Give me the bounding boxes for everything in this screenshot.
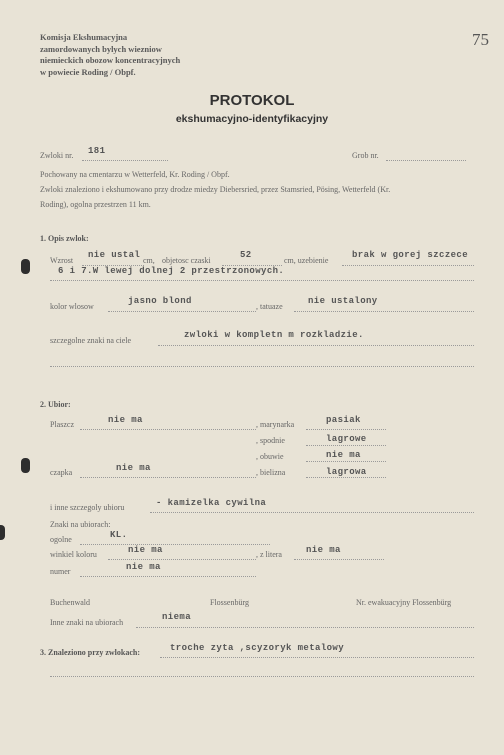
punch-hole (21, 259, 30, 274)
znaki-cont-line (50, 366, 474, 367)
czapka-label: czapka (50, 468, 73, 477)
znaki-value: zwloki w kompletn m rozkladzie. (184, 330, 364, 340)
spodnie-line (306, 445, 386, 446)
section-ubior-heading: 2. Ubior: (40, 400, 71, 409)
znaleziono-line (160, 657, 474, 658)
marynarka-line (306, 429, 386, 430)
inne-szczegoly-value: - kamizelka cywilna (156, 498, 267, 508)
wzrost-value: nie ustal (88, 250, 141, 260)
header-line: w powiecie Roding / Obpf. (40, 66, 136, 77)
uzebienie-label: cm, uzebienie (284, 256, 329, 265)
uzebienie-cont-line (50, 280, 474, 281)
litera-line (294, 559, 384, 560)
czaszka-value: 52 (240, 250, 252, 260)
znaki-ubiorach-label: Znaki na ubiorach: (50, 520, 111, 529)
znaleziono-cont-line (50, 676, 474, 677)
numer-label: numer (50, 567, 71, 576)
exhumation-route-text-cont: Roding), ogolna przestrzen 11 km. (40, 200, 151, 209)
winkiel-value: nie ma (128, 545, 163, 555)
litera-value: nie ma (306, 545, 341, 555)
marynarka-value: pasiak (326, 415, 361, 425)
bielizna-value: lagrowa (326, 467, 367, 477)
tatuaze-label: , tatuaze (256, 302, 283, 311)
tatuaze-value: nie ustalony (308, 296, 378, 306)
camp-evacuation-number: Nr. ewakuacyjny Flossenbürg (356, 598, 452, 607)
tatuaze-line (294, 311, 474, 312)
zwloki-label: Zwloki nr. (40, 151, 74, 160)
inne-znaki-line (136, 627, 474, 628)
document-title: PROTOKOL (209, 92, 295, 109)
grob-line (386, 160, 466, 161)
znaki-label: szczegolne znaki na ciele (50, 336, 132, 345)
obuwie-value: nie ma (326, 450, 361, 460)
kolor-value: jasno blond (128, 296, 192, 306)
znaleziono-value: troche zyta ,scyzoryk metalowy (170, 643, 345, 653)
page-number: 75 (472, 30, 489, 49)
plaszcz-line (80, 429, 256, 430)
czapka-line (80, 477, 256, 478)
uzebienie-value-cont: 6 i 7.W lewej dolnej 2 przestrzonowych. (58, 266, 285, 276)
bielizna-label: , bielizna (256, 468, 286, 477)
czaszka-label: objetosc czaski (162, 256, 211, 265)
grob-label: Grob nr. (352, 151, 379, 160)
header-line: zamordowanych bylych wiezniow (40, 43, 162, 54)
bielizna-line (306, 477, 386, 478)
winkiel-label: winkiel koloru (50, 550, 97, 559)
numer-value: nie ma (126, 562, 161, 572)
commission-header (40, 32, 180, 78)
inne-szczegoly-line (150, 512, 474, 513)
numer-line (80, 576, 256, 577)
obuwie-line (306, 461, 386, 462)
burial-place-text: Pochowany na cmentarzu w Wetterfeld, Kr. Roding / Obpf. (40, 170, 230, 179)
plaszcz-label: Plaszcz (50, 420, 74, 429)
camp-flossenburg: Flossenbürg (210, 598, 249, 607)
header-line: Komisja Ekshumacyjna (40, 32, 128, 42)
camp-buchenwald: Buchenwald (50, 598, 90, 607)
exhumation-route-text: Zwloki znaleziono i ekshumowano przy drodze miedzy Diebersried, przez Stamsried, Pösing, Wetterfeld (Kr. (40, 185, 391, 194)
kolor-line (108, 311, 256, 312)
inne-znaki-label: Inne znaki na ubiorach (50, 618, 124, 627)
znaki-line (158, 345, 474, 346)
czapka-value: nie ma (116, 463, 151, 473)
document-subtitle: ekshumacyjno-identyfikacyjny (175, 113, 329, 125)
obuwie-label: , obuwie (256, 452, 284, 461)
header-line: niemieckich obozow koncentracyjnych (40, 55, 181, 65)
wzrost-label: Wzrost (50, 256, 74, 265)
cm-unit: cm, (143, 256, 155, 265)
inne-szczegoly-label: i inne szczegoly ubioru (50, 503, 125, 512)
plaszcz-value: nie ma (108, 415, 143, 425)
uzebienie-value: brak w gorej szczece (352, 250, 469, 260)
zwloki-line (82, 160, 168, 161)
punch-hole (21, 458, 30, 473)
zwloki-number: 181 (88, 146, 106, 156)
inne-znaki-value: niema (162, 612, 192, 622)
ogolne-label: ogolne (50, 535, 72, 544)
section-znaleziono-heading: 3. Znaleziono przy zwlokach: (40, 648, 140, 657)
litera-label: , z litera (256, 550, 282, 559)
kolor-label: kolor wlosow (50, 302, 94, 311)
spodnie-label: , spodnie (256, 436, 285, 445)
spodnie-value: lagrowe (326, 434, 367, 444)
uzebienie-line (342, 265, 474, 266)
punch-hole (0, 525, 5, 540)
marynarka-label: , marynarka (256, 420, 295, 429)
ogolne-value: KL. (110, 530, 128, 540)
ogolne-line (80, 544, 270, 545)
winkiel-line (108, 559, 256, 560)
section-opis-heading: 1. Opis zwlok: (40, 234, 89, 243)
